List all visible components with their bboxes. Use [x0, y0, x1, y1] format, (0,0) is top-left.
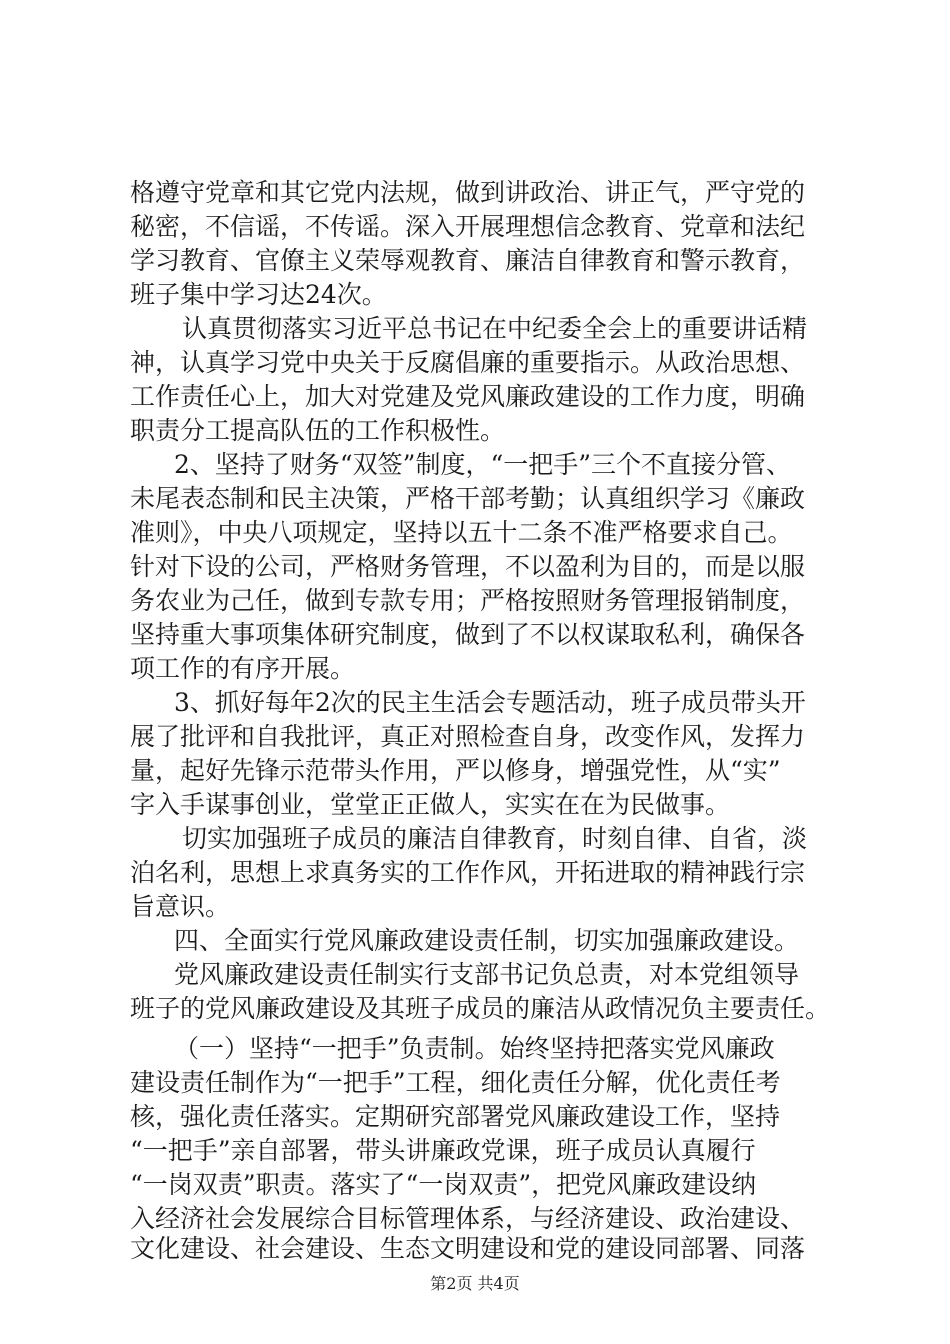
text-line: “一岗双责”职责。落实了“一岗双责”，把党风廉政建设纳 — [130, 1170, 757, 1199]
text-line: 班子的党风廉政建设及其班子成员的廉洁从政情况负主要责任。 — [130, 994, 831, 1023]
text-line: 四、全面实行党风廉政建设责任制，切实加强廉政建设。 — [174, 926, 800, 955]
text-line: 班子集中学习达24次。 — [130, 280, 387, 309]
text-line: 2、坚持了财务“双签”制度，“一把手”三个不直接分管、 — [174, 450, 792, 479]
text-line: 未尾表态制和民主决策，严格干部考勤；认真组织学习《廉政 — [130, 484, 806, 513]
text-line: 认真贯彻落实习近平总书记在中纪委全会上的重要讲话精 — [182, 314, 808, 343]
text-line: 泊名利，思想上求真务实的工作作风，开拓进取的精神践行宗 — [130, 858, 806, 887]
text-line: 文化建设、社会建设、生态文明建设和党的建设同部署、同落 — [130, 1234, 806, 1263]
text-line: 学习教育、官僚主义荣辱观教育、廉洁自律教育和警示教育， — [130, 246, 806, 275]
text-line: 量，起好先锋示范带头作用，严以修身，增强党性，从“实” — [130, 756, 781, 785]
text-line: 3、抓好每年2次的民主生活会专题活动，班子成员带头开 — [174, 688, 806, 717]
text-line: 切实加强班子成员的廉洁自律教育，时刻自律、自省，淡 — [182, 824, 808, 853]
text-line: 秘密，不信谣，不传谣。深入开展理想信念教育、党章和法纪 — [130, 212, 806, 241]
page-footer: 第2页 共4页 — [430, 1274, 520, 1293]
text-line: 针对下设的公司，严格财务管理，不以盈利为目的，而是以服 — [130, 552, 806, 581]
text-line: 展了批评和自我批评，真正对照检查自身，改变作风，发挥力 — [130, 722, 806, 751]
text-line: 入经济社会发展综合目标管理体系，与经济建设、政治建设、 — [130, 1204, 806, 1233]
text-line: “一把手”亲自部署，带头讲廉政党课，班子成员认真履行 — [130, 1136, 756, 1165]
text-line: 神，认真学习党中央关于反腐倡廉的重要指示。从政治思想、 — [130, 348, 806, 377]
text-line: 字入手谋事创业，堂堂正正做人，实实在在为民做事。 — [130, 790, 731, 819]
text-line: 建设责任制作为“一把手”工程，细化责任分解，优化责任考 — [130, 1068, 781, 1097]
text-line: 准则》，中央八项规定，坚持以五十二条不准严格要求自己。 — [130, 518, 793, 547]
text-line: 旨意识。 — [130, 892, 231, 921]
text-line: 核，强化责任落实。定期研究部署党风廉政建设工作，坚持 — [130, 1102, 781, 1131]
text-line: （一）坚持“一把手”负责制。始终坚持把落实党风廉政 — [174, 1034, 775, 1063]
text-line: 工作责任心上，加大对党建及党风廉政建设的工作力度，明确 — [130, 382, 806, 411]
text-line: 格遵守党章和其它党内法规，做到讲政治、讲正气，严守党的 — [130, 178, 806, 207]
text-line: 务农业为己任，做到专款专用；严格按照财务管理报销制度， — [130, 586, 806, 615]
text-line: 党风廉政建设责任制实行支部书记负总责，对本党组领导 — [174, 960, 800, 989]
text-line: 坚持重大事项集体研究制度，做到了不以权谋取私利，确保各 — [130, 620, 806, 649]
text-line: 项工作的有序开展。 — [130, 654, 356, 683]
text-line: 职责分工提高队伍的工作积极性。 — [130, 416, 506, 445]
